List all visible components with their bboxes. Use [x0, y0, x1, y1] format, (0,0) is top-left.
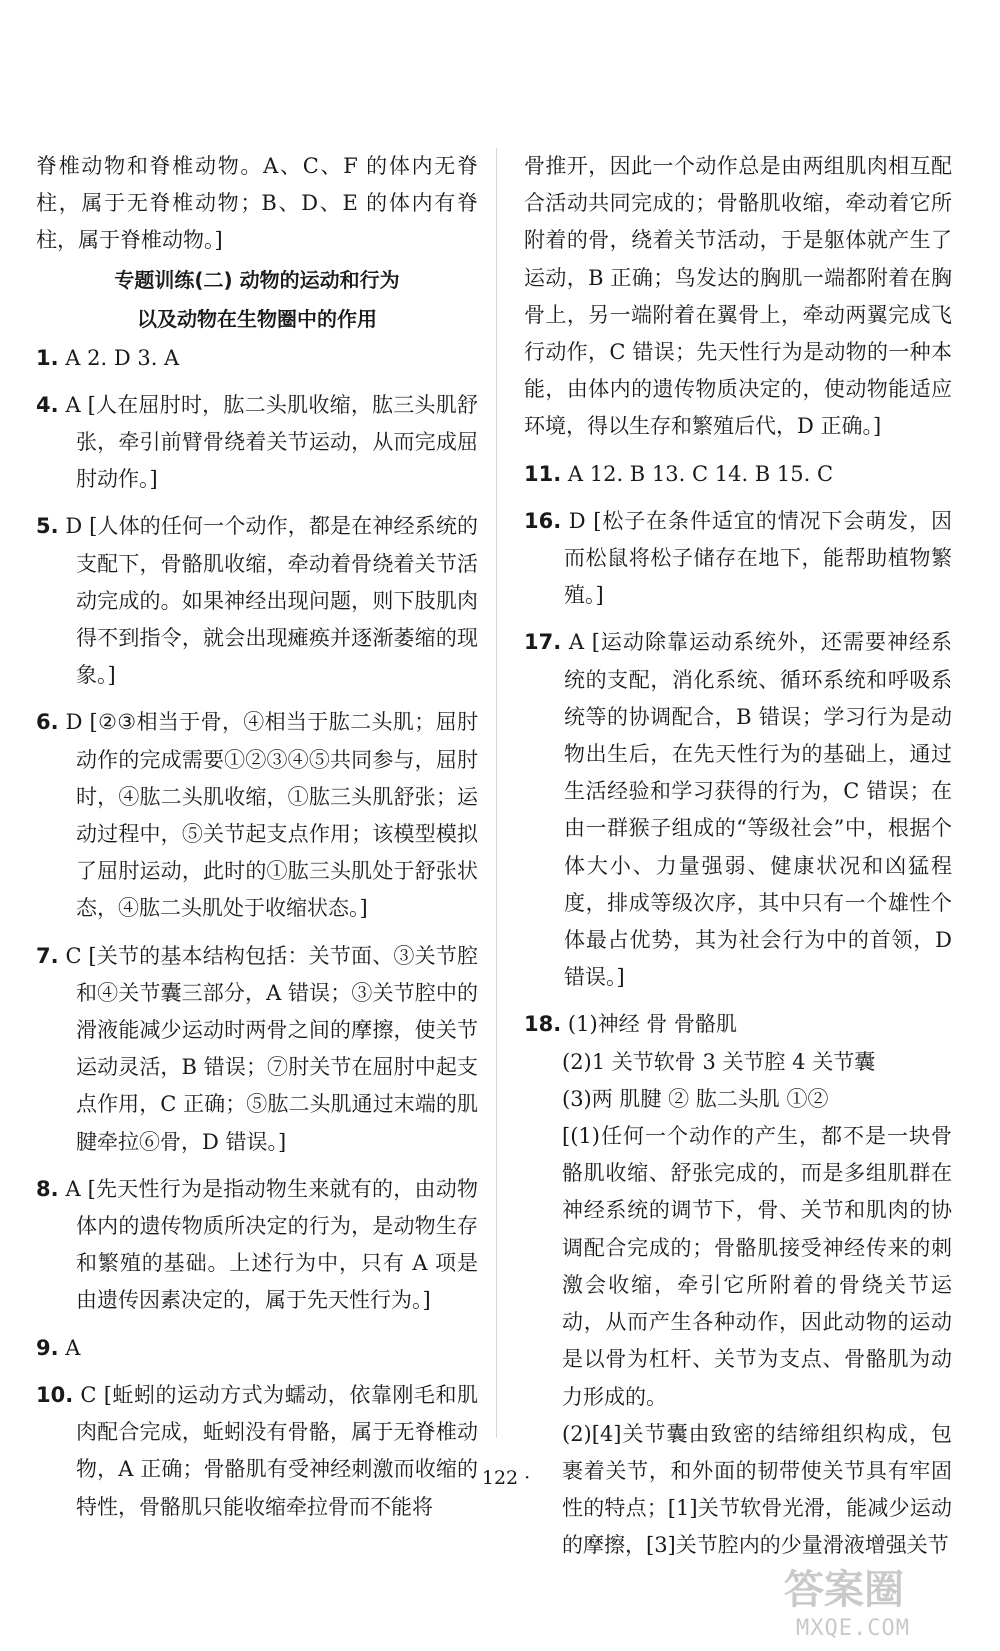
item-text: D [人体的任何一个动作，都是在神经系统的支配下，骨骼肌收缩，牵动着骨绕着关节活动完成的。如果神经出现问题，则下肢肌肉得不到指令，就会出现瘫痪并逐渐萎缩的现象。] [65, 514, 478, 688]
item-number: 16. [524, 508, 562, 533]
page-number: · 122 · [469, 1467, 531, 1489]
answer-item-9 [36, 1330, 478, 1367]
item-number: 6. [36, 710, 59, 735]
left-column [36, 148, 478, 1536]
item-number: 17. [524, 630, 562, 655]
item-text: A 2. D 3. A [65, 345, 180, 370]
section-title-line2: 以及动物在生物圈中的作用 [137, 306, 377, 331]
item-number: 10. [36, 1382, 74, 1407]
right-column [524, 148, 952, 1565]
answer-item-7 [36, 938, 478, 1161]
item-text: D [②③相当于骨，④相当于肱二头肌；屈肘动作的完成需要①②③④⑤共同参与，屈肘时，④肱二头肌收缩，①肱三头肌舒张；运动过程中，⑤关节起支点作用；该模型模拟了屈肘运动，此时的①肱三头肌处于舒张状态，④肱二头肌处于收缩状态。] [65, 710, 478, 921]
item-number: 5. [36, 514, 59, 539]
item-text: A [人在屈肘时，肱二头肌收缩，肱三头肌舒张，牵引前臂骨绕着关节运动，从而完成屈肘动作。] [65, 392, 478, 492]
column-divider [496, 148, 497, 1438]
item-text: A [先天性行为是指动物生来就有的，由动物体内的遗传物质所决定的行为，是动物生存和繁殖的基础。上述行为中，只有 A 项是由遗传因素决定的，属于先天性行为。] [65, 1176, 478, 1313]
answer-item-1-3 [36, 340, 478, 377]
item-number: 8. [36, 1176, 59, 1201]
answer-item-4 [36, 387, 478, 499]
item-text: A [运动除靠运动系统外，还需要神经系统的支配，消化系统、循环系统和呼吸系统等的协调配合，B 错误；学习行为是动物出生后，在先天性行为的基础上，通过生活经验和学习获得的行为，C 错误；在由一群猴子组成的“等级社会”中，根据个体大小、力量强弱、健康状况和凶猛程度，排成等级次序，其中只有一个雄性个体最占优势，其为社会行为中的首领，D 错误。] [564, 630, 952, 990]
item-number: 9. [36, 1335, 59, 1360]
item-text: A 12. B 13. C 14. B 15. C [567, 461, 834, 486]
item-text: D [松子在条件适宜的情况下会萌发，因而松鼠将松子储存在地下，能帮助植物繁殖。] [564, 508, 952, 608]
q18-line-2: (2)1 关节软骨 3 关节腔 4 关节囊 [562, 1049, 876, 1074]
answer-item-6 [36, 704, 478, 927]
answer-item-5 [36, 508, 478, 694]
item-number: 1. [36, 345, 59, 370]
section-title-line1: 专题训练(二) 动物的运动和行为 [114, 267, 400, 292]
watermark-url: MXQE.COM [796, 1616, 910, 1641]
item-number: 7. [36, 943, 59, 968]
answer-item-16 [524, 503, 952, 615]
answer-item-11-15 [524, 456, 952, 493]
q18-line-3: (3)两 肌腱 ② 肱二头肌 ①② [562, 1086, 829, 1111]
watermark-logo [776, 1557, 976, 1641]
item-text: C [蚯蚓的运动方式为蠕动，依靠刚毛和肌肉配合完成，蚯蚓没有骨骼，属于无脊椎动物，A 正确；骨骼肌有受神经刺激而收缩的特性，骨骼肌只能收缩牵拉骨而不能将 [76, 1382, 478, 1519]
answer-item-10 [36, 1377, 478, 1526]
item-text: C [关节的基本结构包括：关节面、③关节腔和④关节囊三部分，A 错误；③关节腔中的滑液能减少运动时两骨之间的摩擦，使关节运动灵活，B 错误；⑦肘关节在屈肘中起支点作用，C 正确；⑤肱二头肌通过末端的肌腱牵拉⑥骨，D 错误。] [65, 943, 478, 1154]
item-text: A [65, 1335, 81, 1360]
right-intro-text: 骨推开，因此一个动作总是由两组肌肉相互配合活动共同完成的；骨骼肌收缩，牵动着它所附着的骨，绕着关节活动，于是躯体就产生了运动，B 正确；鸟发达的胸肌一端都附着在胸骨上，另一端附着在翼骨上，牵动两翼完成飞行动作，C 错误；先天性行为是动物的一种本能，由体内的遗传物质决定的，使动物能适应环境，得以生存和繁殖后代，D 正确。] [524, 154, 952, 439]
answer-item-17 [524, 624, 952, 996]
watermark-text: 答案圈 [784, 1567, 904, 1613]
item-number: 4. [36, 392, 59, 417]
answer-item-18 [524, 1006, 952, 1043]
q18-explanation-2: (2)[4]关节囊由致密的结缔组织构成，包裹着关节，和外面的韧带使关节具有牢固性的特点；[1]关节软骨光滑，能减少运动的摩擦，[3]关节腔内的少量滑液增强关节 [562, 1421, 952, 1558]
left-intro-text: 脊椎动物和脊椎动物。A、C、F 的体内无脊柱，属于无脊椎动物；B、D、E 的体内有脊柱，属于脊椎动物。] [36, 154, 478, 253]
answer-item-8 [36, 1171, 478, 1320]
q18-explanation-1: [(1)任何一个动作的产生，都不是一块骨骼肌收缩、舒张完成的，而是多组肌群在神经系统的调节下，骨、关节和肌肉的协调配合完成的；骨骼肌接受神经传来的刺激会收缩，牵引它所附着的骨绕关节运动，从而产生各种动作，因此动物的运动是以骨为杠杆、关节为支点、骨骼肌为动力形成的。 [562, 1124, 952, 1409]
item-number: 11. [524, 461, 562, 486]
item-text: (1)神经 骨 骨骼肌 [567, 1012, 737, 1037]
item-number: 18. [524, 1012, 562, 1037]
